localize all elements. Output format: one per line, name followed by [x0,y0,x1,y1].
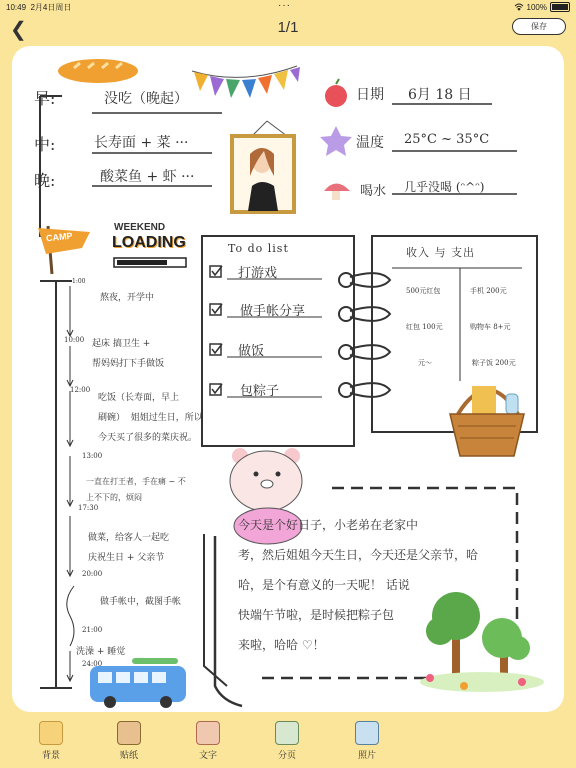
top-bar [0,14,576,44]
page-indicator: 1/1 [277,19,299,36]
timeline-time: 13:00 [82,452,103,460]
save-button[interactable]: 保存 [512,18,566,35]
journal-canvas[interactable] [12,46,564,712]
tab-sticker[interactable] [99,721,159,761]
apple-icon [325,79,347,107]
timeline-text: 吃饭（长寿面，早上 刷碗） 姐姐过生日，所以 今天买了很多的菜庆祝。 [98,393,203,443]
water-label: 喝水 [360,184,387,199]
income-entry: 元～ [418,359,432,367]
bottom-toolbar [0,715,576,768]
temp-value: 25°C ~ 35°C [404,132,490,147]
timeline-text: 一直在打王者，手在痛 ~ 不 上不下的，烦闷 [86,477,186,502]
tab-label: 分页 [277,750,296,760]
back-chevron-icon[interactable]: ❮ [10,19,27,41]
girl-portrait-sticker-icon [232,121,294,212]
tab-label: 背景 [41,750,60,760]
binder-ring-icons [339,273,390,397]
mushroom-icon [324,184,350,201]
status-date: 2月4日周日 [30,3,72,12]
page-icon [275,721,299,745]
status-right [514,2,570,12]
status-time: 10:49 [6,3,27,12]
dinner-label: 晚: [34,171,56,190]
bread-sticker-icon [58,59,138,83]
dinner-value: 酸菜鱼 + 虾 ··· [100,169,195,185]
battery-percent: 100% [526,2,547,12]
timeline-time: 12:00 [70,386,91,394]
timeline-text: 做手帐中，截图手帐 [100,597,182,607]
tab-label: 文字 [198,750,217,760]
lunch-label: 中: [34,135,56,154]
loading-text: LOADING [112,234,186,251]
tab-page[interactable] [257,721,317,761]
timeline-time: 10:00 [64,336,85,344]
bus-sticker-icon [90,658,186,708]
breakfast-value: 没吃（晚起） [104,91,188,107]
breakfast-label: 早: [34,89,56,108]
date-label: 日期 [356,87,384,103]
timeline-time: 17:30 [78,504,99,512]
todo-title: To do list [228,242,289,255]
timeline-text: 洗澡 + 睡觉 [76,647,126,657]
todo-item[interactable]: 做手帐分享 [240,304,306,319]
status-time-date [6,2,71,13]
lunch-value: 长寿面 + 菜 ··· [94,135,189,151]
star-icon [320,126,352,156]
camp-text: CAMP [45,230,73,244]
expense-entry: 购物车 8+元 [470,323,511,331]
income-entry: 500元红包 [406,287,441,295]
background-icon [39,721,63,745]
picnic-basket-sticker-icon [450,386,524,456]
bunting-sticker-icon [192,66,300,98]
tab-label: 照片 [357,750,376,760]
more-dots-icon[interactable]: ··· [278,0,291,11]
todo-item[interactable]: 包粽子 [240,384,280,399]
finance-title: 收入 与 支出 [406,246,475,259]
date-value: 6月 18 日 [408,87,472,103]
tab-background[interactable] [21,721,81,761]
todo-item[interactable]: 打游戏 [238,266,278,281]
weekend-text: WEEKEND [114,222,166,233]
battery-icon [550,2,570,12]
tab-label: 贴纸 [119,750,138,760]
timeline-time: 20:00 [82,570,103,578]
expense-entry: 粽子饭 200元 [472,359,516,367]
temp-label: 温度 [356,135,384,151]
checkbox-icons [210,266,222,395]
income-entry: 红包 100元 [406,323,443,331]
status-bar [0,0,576,14]
diary-text[interactable]: 今天是个好日子，小老弟在老家中 考，然后姐姐今天生日，今天还是父亲节，哈 哈，是个有意义的一天呢！ 话说 快端午节啦，是时候把粽子包 来啦，哈哈 ♡！ [238,518,479,652]
water-value: 几乎没喝 (ᵔ^ᵔ) [404,180,485,194]
text-icon [196,721,220,745]
wifi-icon [514,3,524,11]
timeline-time: 24:00 [82,660,103,668]
expense-entry: 手机 200元 [470,287,507,295]
timeline-text: 做菜，给客人一起吃 庆祝生日 + 父亲节 [88,533,170,563]
timeline-time: 21:00 [82,626,103,634]
tab-text[interactable] [178,721,238,761]
sticker-icon [117,721,141,745]
tab-photo[interactable] [337,721,397,761]
todo-item[interactable]: 做饭 [238,344,265,359]
photo-icon [355,721,379,745]
timeline-text: 起床 搞卫生 + 帮妈妈打下手做饭 [92,339,165,369]
timeline-text: 熬夜，开学中 [100,293,155,303]
loading-bar-icon [114,258,186,267]
timeline-time: 1:00 [72,278,86,285]
